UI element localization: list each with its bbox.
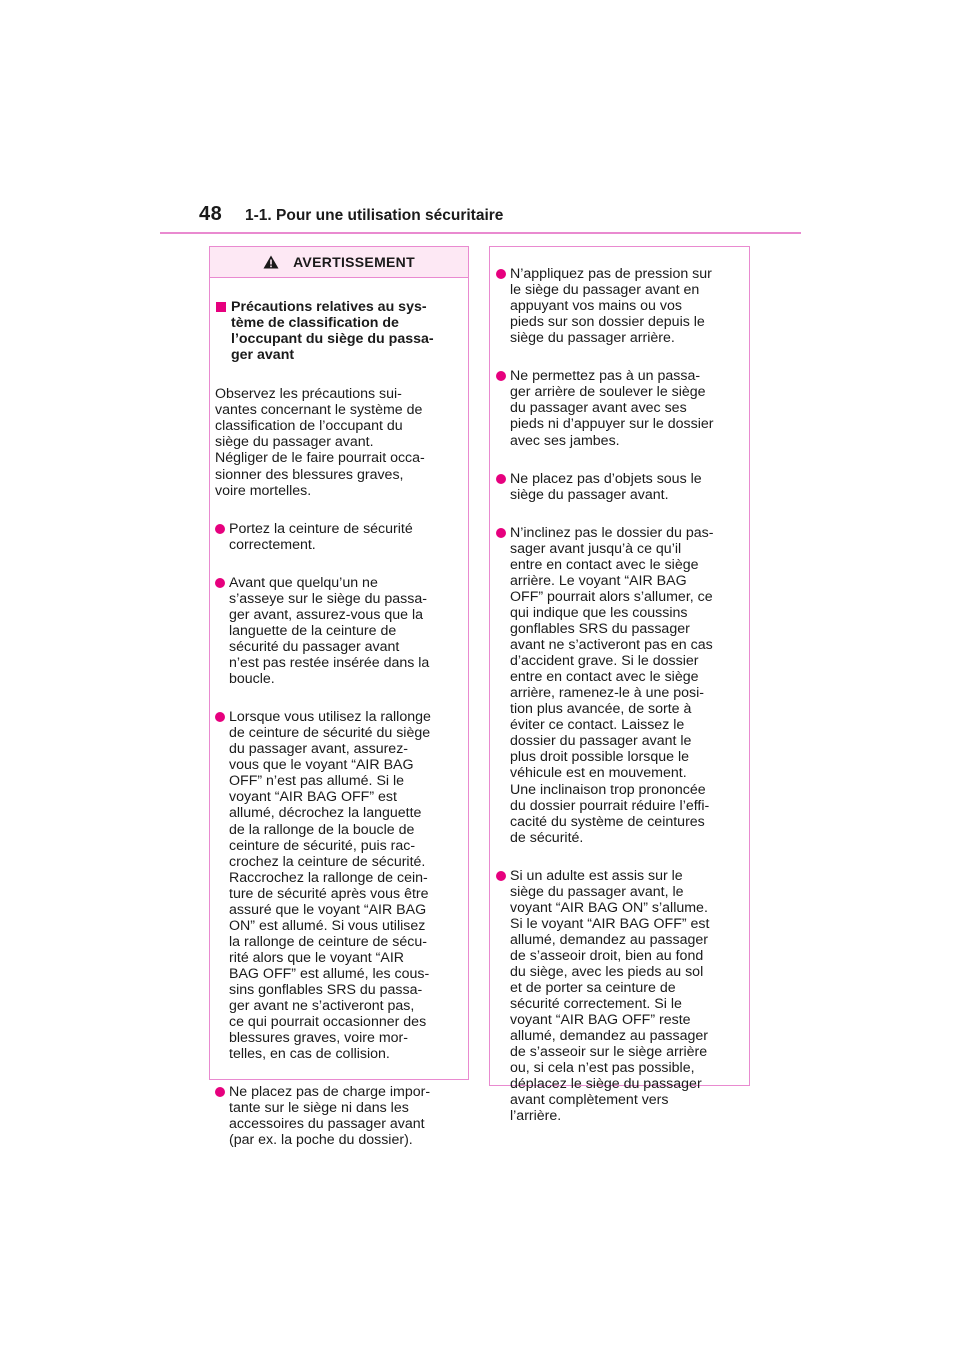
bullet-dot-icon [215, 1087, 225, 1097]
list-item [496, 368, 745, 448]
page-number: 48 [199, 203, 223, 225]
warning-subheading [215, 299, 464, 363]
bullet-dot-icon [496, 269, 506, 279]
warning-intro: Observez les précautions sui- vantes concernant le système de classification de l’occupant du siège du passager avant. Négliger de le faire pourrait occa- sionner des blessures graves, voire mortelles. [215, 386, 425, 499]
list-item [496, 471, 745, 503]
header-rule [160, 232, 801, 234]
list-item-text: Ne placez pas de charge impor- tante sur le siège ni dans les accessoires du passager avant (par ex. la poche du dossier). [229, 1084, 431, 1149]
list-item [496, 868, 745, 1125]
bullet-dot-icon [496, 871, 506, 881]
list-item-text: Lorsque vous utilisez la rallonge de ceinture de sécurité du siège du passager avant, assurez- vous que le voyant “AIR BAG OFF” n’est pas allumé. Si le voyant “AIR BAG OFF” est allumé, décrochez la languette de la rallonge de la boucle de ceinture de sécurité, puis rac- crochez la ceinture de sécurité. Raccrochez la rallonge de cein- ture de sécurité après vous être assuré que le voyant “AIR BAG ON” est allumé. Si vous utilisez la rallonge de ceinture de sécu- rité alors que le voyant “AIR BAG OFF” est allumé, les cous- sins gonflables SRS du passa- ger avant ne s’activeront pas, ce qui pourrait occasionner des blessures graves, voire mor- telles, en cas de collision. [229, 709, 431, 1063]
left-column-content [210, 278, 468, 1164]
list-item-text: Avant que quelqu’un ne s’asseye sur le siège du passa- ger avant, assurez-vous que la languette de la ceinture de sécurité du passager avant n’est pas restée insérée dans la boucle. [229, 574, 430, 688]
subheading-text: Précautions relatives au sys- tème de classification de l’occupant du siège du passa- ger avant [231, 299, 434, 364]
square-bullet-icon [216, 302, 226, 312]
list-item-text: Si un adulte est assis sur le siège du passager avant, le voyant “AIR BAG ON” s’allume. Si le voyant “AIR BAG OFF” est allumé, demandez au passager de s’asseoir droit, bien au fond du siège, avec les pieds au sol et de porter sa ceinture de sécurité correctement. Si le voyant “AIR BAG OFF” reste allumé, demandez au passager de s’asseoir sur le siège arrière ou, si cela n’est pas possible, déplacez le siège du passager avant complètement vers l’arrière. [510, 867, 710, 1125]
list-item [215, 1084, 464, 1148]
list-item [215, 709, 464, 1062]
bullet-dot-icon [496, 528, 506, 538]
bullet-dot-icon [215, 712, 225, 722]
warning-label: AVERTISSEMENT [293, 254, 415, 270]
warning-panel-left [209, 246, 469, 1149]
list-item-text: Ne placez pas d’objets sous le siège du passager avant. [510, 470, 702, 503]
list-item [215, 521, 464, 553]
right-column-content [490, 247, 749, 1141]
warning-triangle-icon [263, 255, 279, 269]
list-item-text: N’appliquez pas de pression sur le siège du passager avant en appuyant vos mains ou vos pieds sur son dossier depuis le siège du passager arrière. [510, 266, 712, 347]
section-title: 1-1. Pour une utilisation sécuritaire [245, 207, 504, 224]
list-item-text: Portez la ceinture de sécurité correctement. [229, 520, 413, 553]
bullet-dot-icon [215, 524, 225, 534]
list-item-text: Ne permettez pas à un passa- ger arrière de soulever le siège du passager avant avec ses pieds ni d’appuyer sur le dossier avec ses jambes. [510, 368, 714, 449]
list-item [215, 575, 464, 687]
bullet-dot-icon [215, 578, 225, 588]
warning-header [210, 247, 468, 278]
page-header [199, 203, 819, 233]
bullet-dot-icon [496, 371, 506, 381]
bullet-dot-icon [496, 474, 506, 484]
list-item [496, 525, 745, 846]
warning-panel-right [489, 246, 750, 1125]
list-item [496, 266, 745, 346]
list-item-text: N’inclinez pas le dossier du pas- sager avant jusqu’à ce qu’il entre en contact avec le siège arrière. Le voyant “AIR BAG OFF” pourrait alors s’allumer, ce qui indique que les coussins gonflables SRS du passager avant ne s’activeront pas en cas d’accident grave. Si le dossier entre en contact avec le siège arrière, ramenez-le à une posi- tion plus avancée, de sorte à éviter ce contact. Laissez le dossier du passager avant le plus droit possible lorsque le véhicule est en mouvement. Une inclinaison trop prononcée du dossier pourrait réduire l’effi- cacité du système de ceintures de sécurité. [510, 524, 714, 846]
